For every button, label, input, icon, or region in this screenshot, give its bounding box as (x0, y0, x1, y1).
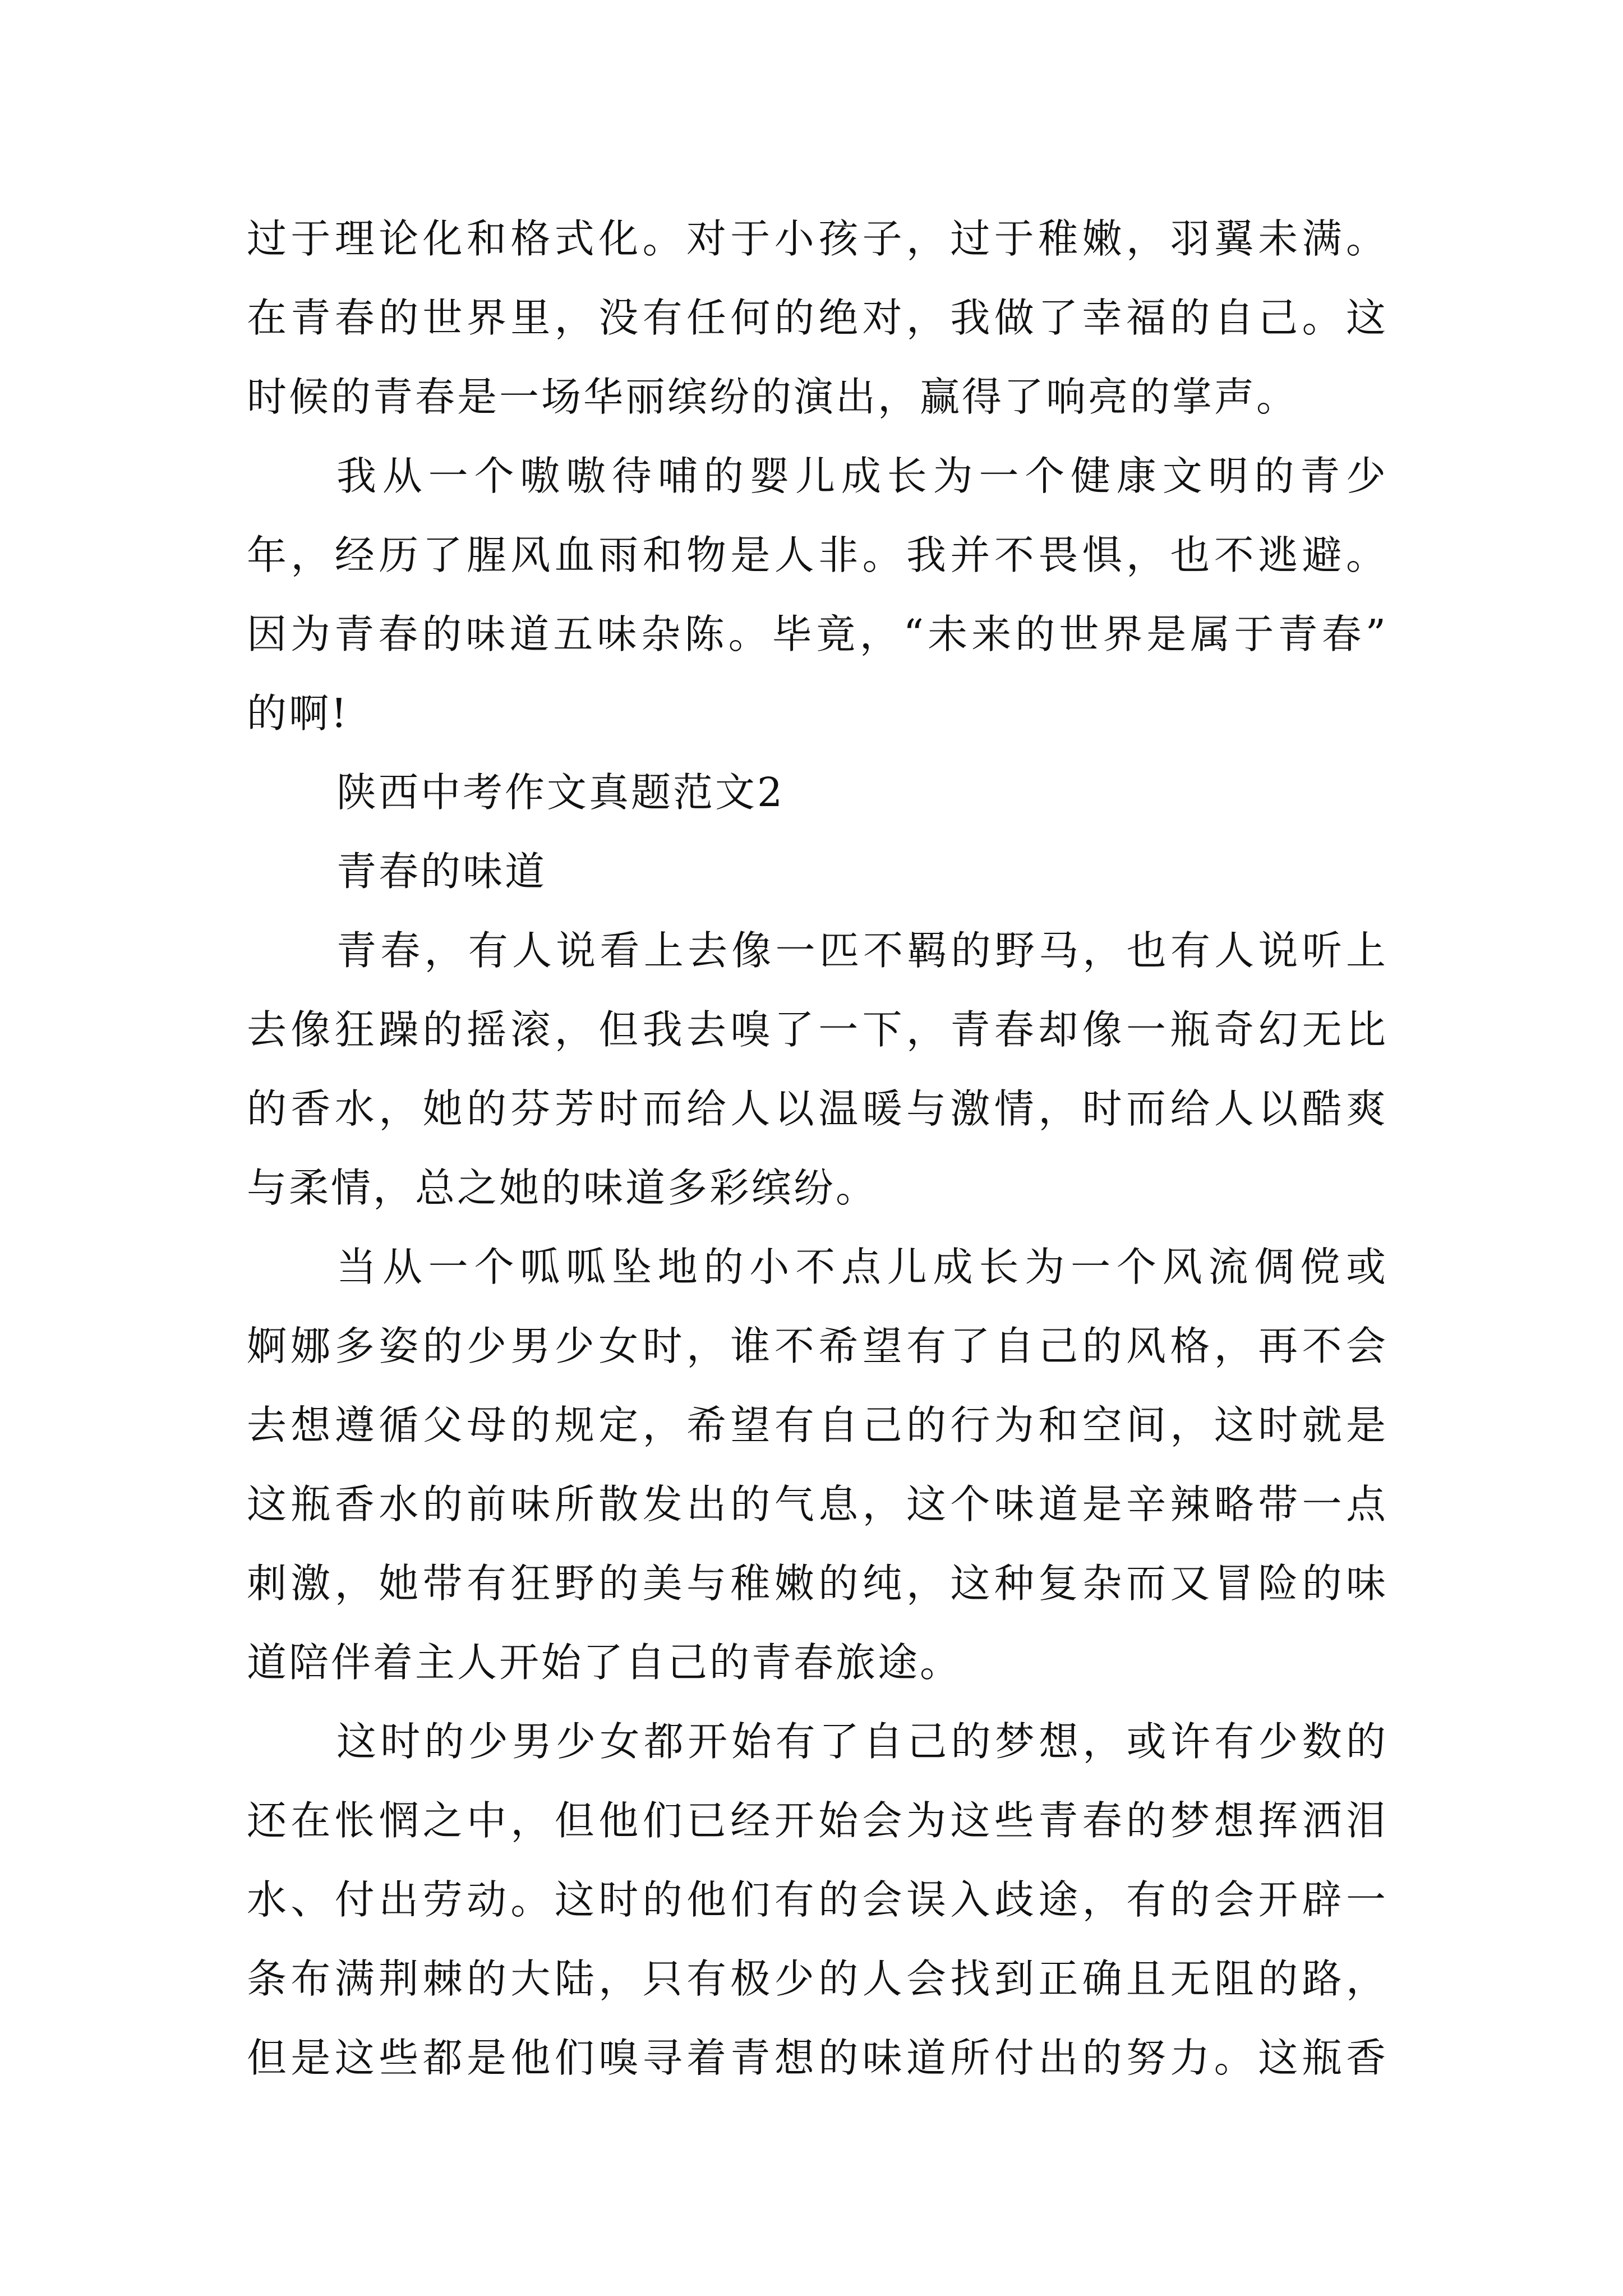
text-line: 但是这些都是他们嗅寻着青想的味道所付出的努力。这瓶香 (247, 2035, 1388, 2081)
text-line: 时候的青春是一场华丽缤纷的演出，赢得了响亮的掌声。 (247, 374, 1299, 420)
text-line: 的香水，她的芬芳时而给人以温暖与激情，时而给人以酷爽 (247, 1085, 1388, 1132)
text-line: 因为青春的味道五味杂陈。毕竟，“未来的世界是属于青春” (247, 611, 1388, 657)
text-line: 与柔情，总之她的味道多彩缤纷。 (247, 1165, 878, 1211)
essay-title: 青春的味道 (336, 848, 547, 895)
paragraph-first-line: 青春，有人说看上去像一匹不羁的野马，也有人说听上 (336, 927, 1388, 974)
text-line: 过于理论化和格式化。对于小孩子，过于稚嫩，羽翼未满。 (247, 215, 1388, 262)
text-line: 还在怅惘之中，但他们已经开始会为这些青春的梦想挥洒泪 (247, 1797, 1388, 1844)
text-line: 年，经历了腥风血雨和物是人非。我并不畏惧，也不逃避。 (247, 532, 1388, 578)
text-line: 去想遵循父母的规定，希望有自己的行为和空间，这时就是 (247, 1402, 1388, 1448)
paragraph-first-line: 这时的少男少女都开始有了自己的梦想，或许有少数的 (336, 1718, 1388, 1765)
text-line: 水、付出劳动。这时的他们有的会误入歧途，有的会开辟一 (247, 1876, 1388, 1923)
text-line: 条布满荆棘的大陆，只有极少的人会找到正确且无阻的路， (247, 1955, 1388, 2002)
text-line: 的啊! (247, 690, 349, 737)
text-line: 刺激，她带有狂野的美与稚嫩的纯，这种复杂而又冒险的味 (247, 1560, 1388, 1607)
document-body (247, 199, 1388, 2097)
section-title: 陕西中考作文真题范文2 (336, 769, 785, 816)
text-line: 在青春的世界里，没有任何的绝对，我做了幸福的自己。这 (247, 295, 1388, 341)
text-line: 这瓶香水的前味所散发出的气息，这个味道是辛辣略带一点 (247, 1481, 1388, 1527)
paragraph-first-line: 当从一个呱呱坠地的小不点儿成长为一个风流倜傥或 (336, 1244, 1388, 1290)
text-line: 道陪伴着主人开始了自己的青春旅途。 (247, 1639, 962, 1686)
text-line: 去像狂躁的摇滚，但我去嗅了一下，青春却像一瓶奇幻无比 (247, 1006, 1388, 1053)
text-line: 婀娜多姿的少男少女时，谁不希望有了自己的风格，再不会 (247, 1323, 1388, 1369)
paragraph-first-line: 我从一个嗷嗷待哺的婴儿成长为一个健康文明的青少 (336, 453, 1388, 499)
